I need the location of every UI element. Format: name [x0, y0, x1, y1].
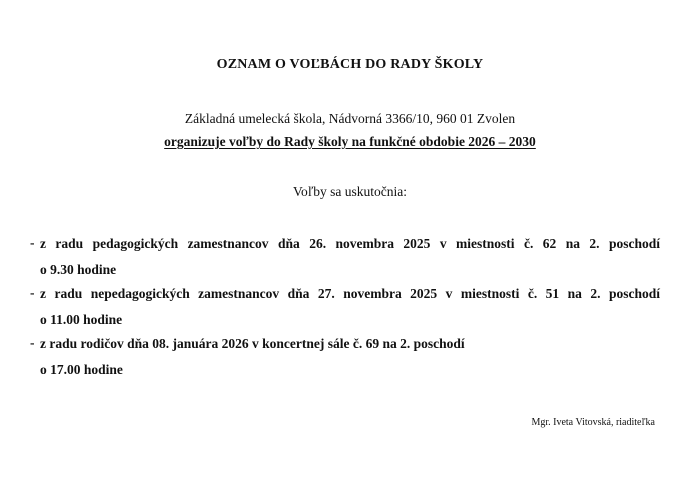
election-item-non-teaching-staff — [30, 285, 660, 329]
election-item-parents — [30, 335, 660, 379]
school-address: Základná umelecká škola, Nádvorná 3366/10, 960 01 Zvolen — [184, 111, 516, 126]
organizes-statement: organizuje voľby do Rady školy na funkčné obdobie 2026 – 2030 — [164, 134, 536, 149]
election-list — [30, 235, 660, 379]
election-item-time: o 17.00 hodine — [40, 362, 123, 377]
election-item-detail: z radu nepedagogických zamestnancov dňa 27. novembra 2025 v miestnosti č. 51 na 2. poschodí — [40, 286, 660, 301]
election-item-detail: z radu rodičov dňa 08. januára 2026 v koncertnej sále č. 69 na 2. poschodí — [40, 336, 465, 351]
elections-intro: Voľby sa uskutočnia: — [293, 184, 407, 199]
list-dash: - — [30, 235, 35, 250]
election-item-detail: z radu pedagogických zamestnancov dňa 26. novembra 2025 v miestnosti č. 62 na 2. poschodí — [40, 236, 660, 251]
list-dash: - — [30, 285, 35, 300]
document-title: OZNAM O VOĽBÁCH DO RADY ŠKOLY — [216, 57, 484, 72]
election-item-time: o 9.30 hodine — [40, 262, 117, 277]
election-item-time: o 11.00 hodine — [40, 312, 123, 327]
signature: Mgr. Iveta Vitovská, riaditeľka — [531, 417, 655, 428]
list-dash: - — [30, 335, 35, 350]
election-item-teachers — [30, 235, 660, 279]
